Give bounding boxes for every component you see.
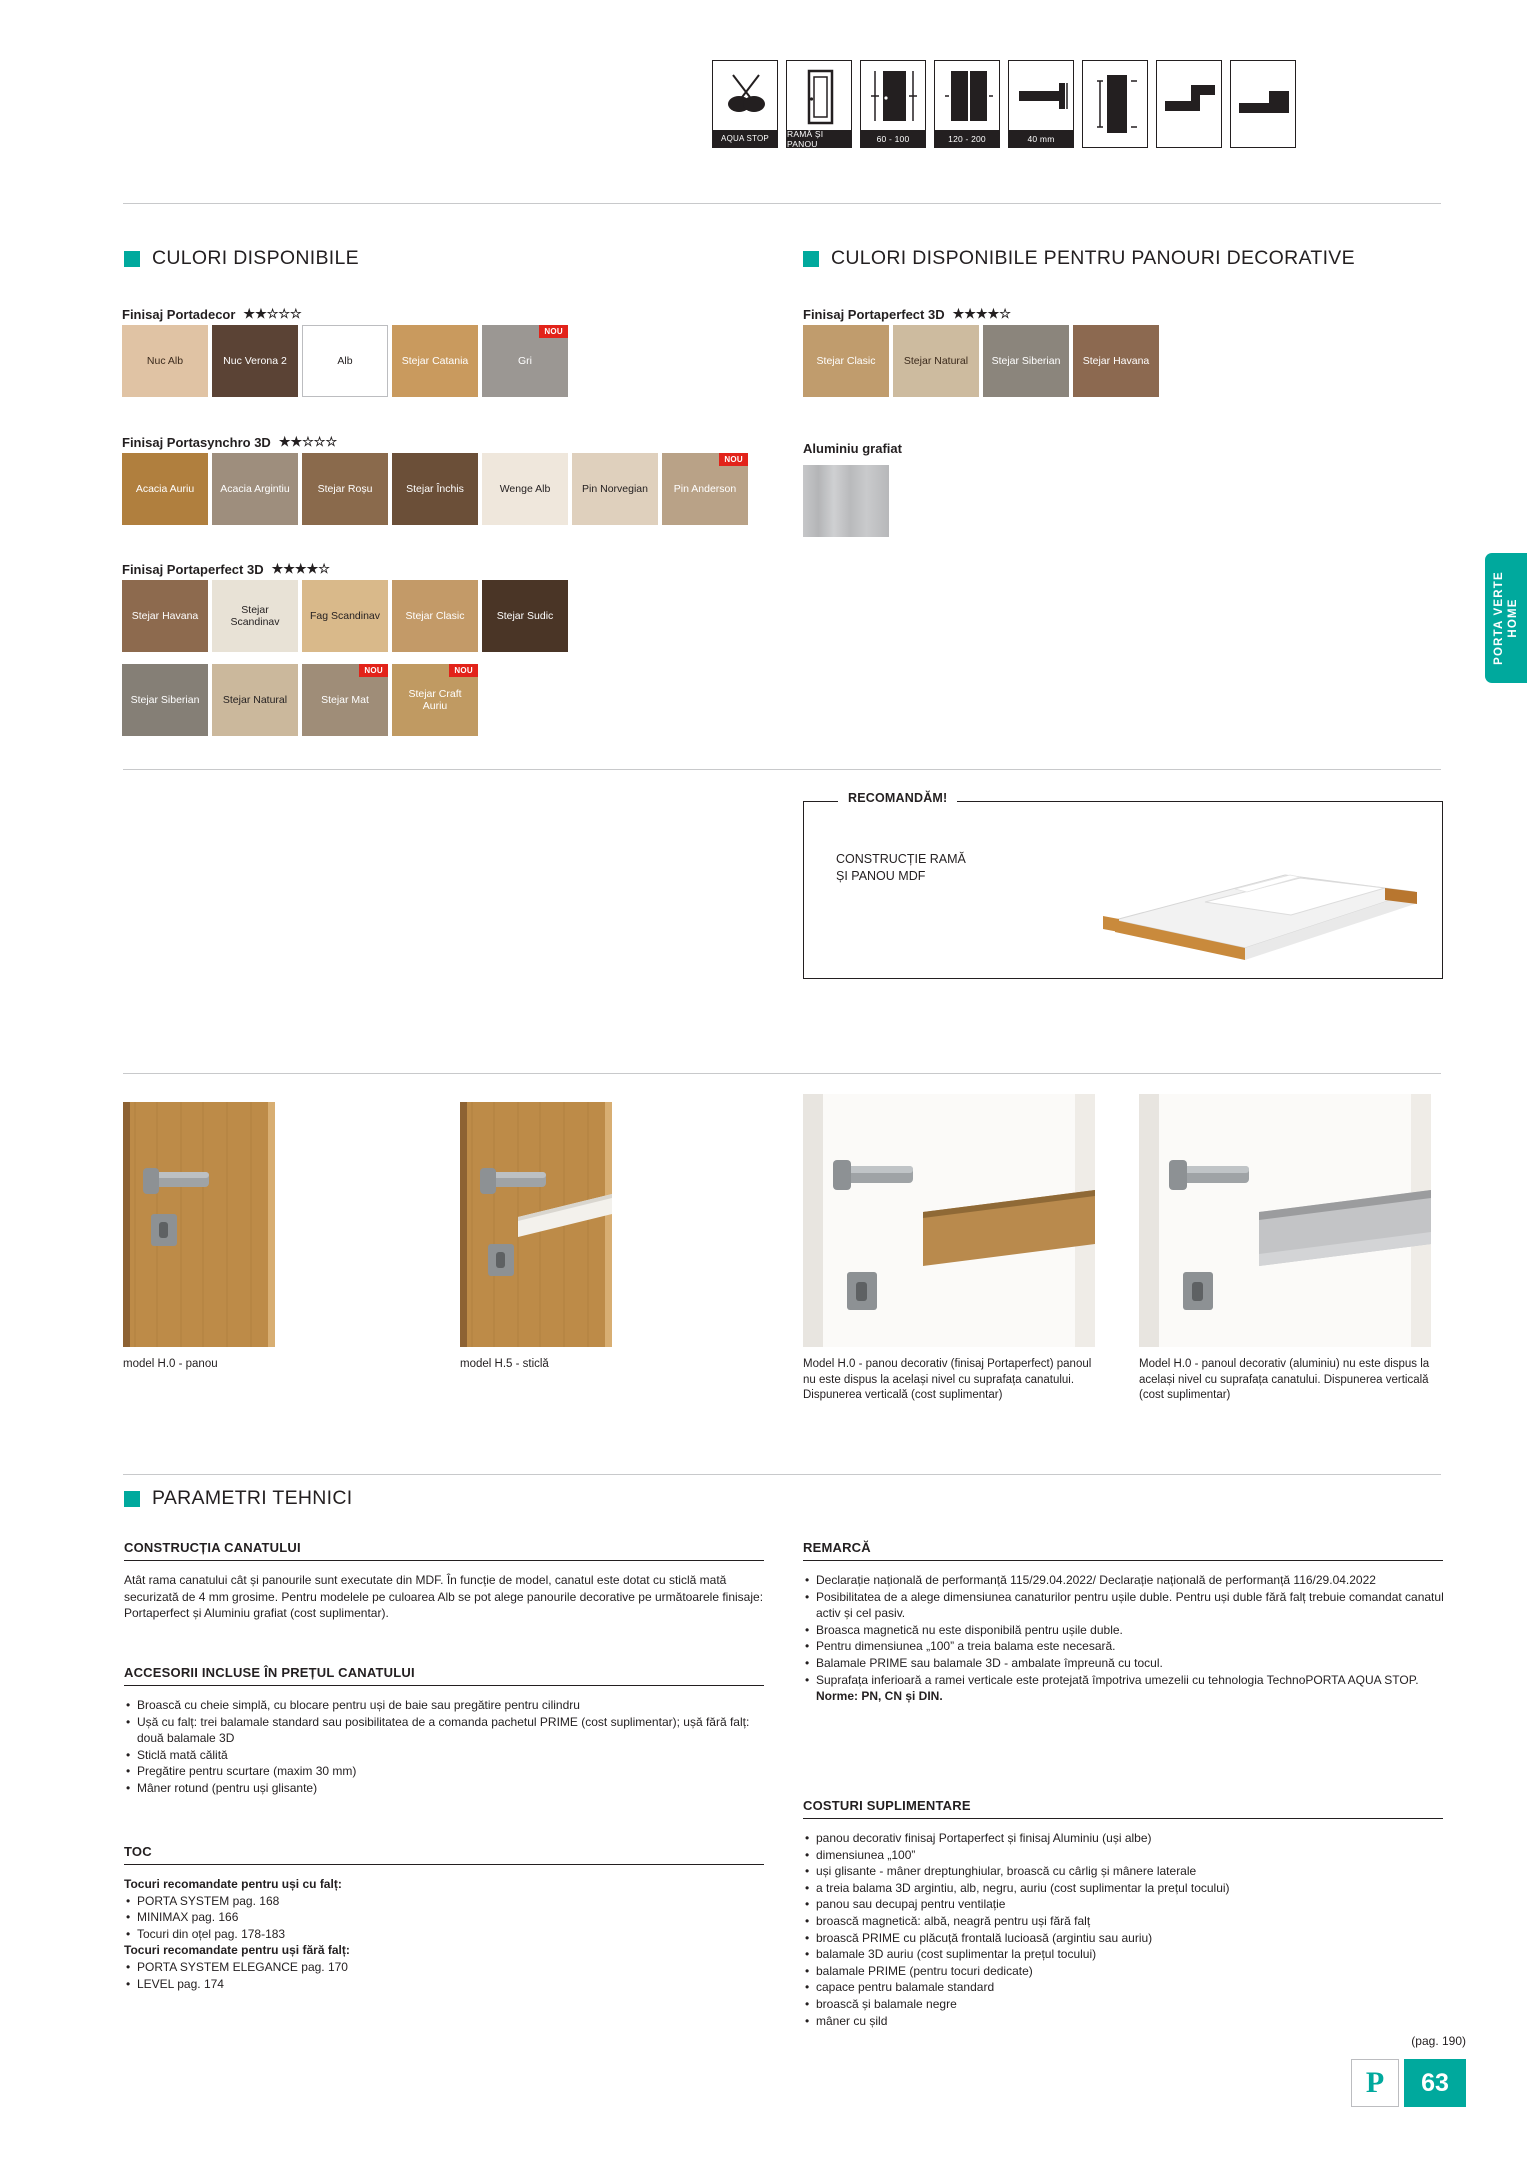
list-item: • Balamale PRIME sau balamale 3D - ambalate împreună cu tocul. (803, 1655, 1448, 1672)
door-double-icon (934, 60, 1000, 148)
mdf-panel-illustration (1085, 820, 1425, 965)
frame-profile-2-icon (1230, 60, 1296, 148)
finish-rating: ★★★★☆ (271, 561, 330, 576)
list-item: • Posibilitatea de a alege dimensiunea canaturilor pentru ușile duble. Pentru uși duble fără falț trebuie comandat canatul activ și cel pasiv. (803, 1589, 1448, 1622)
finish-rating: ★★☆☆☆ (278, 434, 338, 449)
block-title-accesorii: ACCESORII INCLUSE ÎN PREȚUL CANATULUI (124, 1665, 764, 1686)
finish-name: Finisaj Portaperfect 3D (122, 561, 264, 577)
page-number: 63 (1404, 2059, 1466, 2107)
swatch[interactable] (803, 325, 889, 397)
porta-logo: P (1351, 2059, 1399, 2107)
finish-rating: ★★★★☆ (952, 306, 1011, 321)
photo-model-h5-sticla (460, 1102, 612, 1347)
list-item: • broască și balamale negre (803, 1996, 1448, 2013)
block-title-costuri: COSTURI SUPLIMENTARE (803, 1798, 1443, 1819)
list-item: • panou decorativ finisaj Portaperfect și finisaj Aluminiu (uși albe) (803, 1830, 1448, 1847)
swatch-row-portadecor (122, 325, 568, 397)
swatch[interactable] (302, 325, 388, 397)
new-badge: NOU (359, 664, 388, 677)
toc-list-1 (124, 1893, 769, 1943)
swatch[interactable] (572, 453, 658, 525)
section-title: CULORI DISPONIBILE (152, 247, 359, 269)
swatch[interactable] (122, 580, 208, 652)
bullet-square (803, 251, 819, 267)
swatch-label: Nuc Verona 2 (223, 355, 287, 367)
swatch-row-aluminium (803, 465, 889, 537)
swatch-row-portaperfect-2 (122, 664, 478, 736)
block-title-remarca: REMARCĂ (803, 1540, 1443, 1561)
recommend-text (836, 851, 966, 885)
list-item: • Sticlă mată călită (124, 1747, 769, 1764)
finish-label-portaperfect-panels (803, 306, 1011, 322)
page-reference: (pag. 190) (1411, 2034, 1466, 2048)
swatch-label: Stejar Clasic (405, 610, 465, 622)
swatch[interactable] (983, 325, 1069, 397)
list-item: • Ușă cu falț: trei balamale standard sau posibilitatea de a comanda pachetul PRIME (cost suplimentar); ușă fără falț: două balamale 3D (124, 1714, 769, 1747)
photo-caption: model H.0 - panou (123, 1358, 218, 1370)
swatch[interactable] (482, 325, 568, 397)
list-item: • balamale 3D auriu (cost suplimentar la prețul tocului) (803, 1946, 1448, 1963)
list-item: • Declarație națională de performanță 115/29.04.2022/ Declarație națională de performanță 116/29.04.2022 (803, 1572, 1448, 1589)
block-title-constructia: CONSTRUCȚIA CANATULUI (124, 1540, 764, 1561)
divider (123, 1073, 1441, 1074)
list-item: • panou sau decupaj pentru ventilație (803, 1896, 1448, 1913)
swatch[interactable] (392, 325, 478, 397)
costuri-list (803, 1830, 1448, 2029)
thickness-icon (1008, 60, 1074, 148)
swatch-label: Stejar Sudic (496, 610, 554, 622)
finish-name: Finisaj Portadecor (122, 306, 236, 322)
icon-caption: 60 - 100 (861, 130, 925, 147)
list-item: • LEVEL pag. 174 (124, 1976, 769, 1993)
swatch[interactable] (1073, 325, 1159, 397)
toc-subtitle-2: Tocuri recomandate pentru uși fără falț: (124, 1943, 350, 1958)
finish-label-portadecor (122, 306, 302, 322)
swatch-row-portasynchro (122, 453, 748, 525)
finish-label-portaperfect (122, 561, 330, 577)
swatch[interactable] (392, 453, 478, 525)
new-badge: NOU (539, 325, 568, 338)
list-item: • mâner cu șild (803, 2013, 1448, 2030)
swatch-label: Stejar Craft Auriu (408, 688, 462, 712)
photo-model-h0-panou-decorativ (803, 1094, 1095, 1347)
swatch[interactable] (212, 325, 298, 397)
toc-list-2 (124, 1959, 769, 1992)
swatch-label: Stejar Scandinav (230, 604, 280, 628)
section-title: CULORI DISPONIBILE PENTRU PANOURI DECORATIVE (831, 247, 1355, 269)
list-item: • PORTA SYSTEM ELEGANCE pag. 170 (124, 1959, 769, 1976)
swatch-label: Stejar Mat (321, 694, 369, 706)
new-badge: NOU (449, 664, 478, 677)
divider (123, 769, 1441, 770)
swatch-label: Acacia Auriu (135, 483, 195, 495)
swatch-label: Stejar Roșu (317, 483, 373, 495)
section-title: PARAMETRI TEHNICI (152, 1487, 353, 1509)
section-header-culori-panouri (803, 247, 1355, 270)
swatch-label: Stejar Natural (903, 355, 969, 367)
list-item: • capace pentru balamale standard (803, 1979, 1448, 1996)
toc-subtitle-1: Tocuri recomandate pentru uși cu falț: (124, 1877, 342, 1891)
swatch[interactable] (212, 453, 298, 525)
swatch-label: Alb (337, 355, 353, 367)
list-item: • a treia balama 3D argintiu, alb, negru, auriu (cost suplimentar la prețul tocului) (803, 1880, 1448, 1897)
side-tab-label: PORTA VERTE HOME (1493, 571, 1519, 665)
swatch-label: Stejar Catania (401, 355, 469, 367)
swatch[interactable] (212, 580, 298, 652)
aluminium-label: Aluminiu grafiat (803, 441, 902, 456)
new-badge: NOU (719, 453, 748, 466)
swatch-label: Stejar Natural (222, 694, 288, 706)
icon-caption: AQUA STOP (713, 130, 777, 147)
icon-caption: 40 mm (1009, 130, 1073, 147)
section-header-parametri (124, 1487, 352, 1510)
swatch[interactable] (212, 664, 298, 736)
list-item: • uși glisante - mâner dreptunghiular, broască cu cârlig și mânere laterale (803, 1863, 1448, 1880)
door-width-icon (860, 60, 926, 148)
swatch[interactable] (803, 465, 889, 537)
aqua-stop-icon (712, 60, 778, 148)
list-item: • broască magnetică: albă, neagră pentru uși fără falț (803, 1913, 1448, 1930)
list-item: • dimensiunea „100” (803, 1847, 1448, 1864)
constructia-text: Atât rama canatului cât și panourile sunt executate din MDF. În funcție de model, canatul este dotat cu sticlă mată securizată de 4 mm grosime. Pentru modelele pe culoarea Alb se pot alege panourile decorative pe următoarele finisaje: Portaperfect și Aluminiu grafiat (cost suplimentar). (124, 1573, 764, 1621)
swatch[interactable] (122, 664, 208, 736)
remarca-list (803, 1572, 1448, 1705)
swatch-label: Pin Norvegian (582, 483, 648, 495)
door-height-icon (1082, 60, 1148, 148)
list-item: • Pentru dimensiunea „100” a treia balama este necesară. (803, 1638, 1448, 1655)
divider (123, 203, 1441, 204)
frame-profile-icon (1156, 60, 1222, 148)
swatch[interactable] (893, 325, 979, 397)
swatch[interactable] (122, 325, 208, 397)
recommend-rule-left (824, 801, 838, 802)
side-tab-porta-verte-home[interactable] (1485, 553, 1527, 683)
swatch-label: Gri (518, 355, 532, 367)
recommend-text-line1: CONSTRUCȚIE RAMĂ (836, 852, 966, 866)
list-item: • PORTA SYSTEM pag. 168 (124, 1893, 769, 1910)
photo-caption: Model H.0 - panoul decorativ (aluminiu) nu este dispus la același nivel cu suprafața canatului. Dispunerea verticală (cost suplimentar) (1139, 1358, 1430, 1401)
icon-strip (712, 60, 1296, 148)
swatch-label: Stejar Siberian (991, 355, 1061, 367)
swatch-label: Stejar Havana (131, 610, 199, 622)
swatch[interactable] (662, 453, 748, 525)
finish-name: Finisaj Portasynchro 3D (122, 434, 271, 450)
swatch[interactable] (392, 580, 478, 652)
swatch-row-portaperfect-1 (122, 580, 568, 652)
list-item: • Broasca magnetică nu este disponibilă pentru ușile duble. (803, 1622, 1448, 1639)
list-item: • Mâner rotund (pentru uși glisante) (124, 1780, 769, 1797)
list-item: • Broască cu cheie simplă, cu blocare pentru uși de baie sau pregătire pentru cilindru (124, 1697, 769, 1714)
block-title-toc: TOC (124, 1844, 764, 1865)
swatch-label: Fag Scandinav (309, 610, 381, 622)
swatch-row-panels (803, 325, 1159, 397)
swatch-label: Stejar Siberian (130, 694, 200, 706)
norme-text: Norme: PN, CN și DIN. (816, 1689, 943, 1704)
swatch[interactable] (392, 664, 478, 736)
recommend-title: RECOMANDĂM! (838, 791, 957, 805)
swatch-label: Stejar Havana (1082, 355, 1150, 367)
divider (123, 1474, 1441, 1475)
bullet-square (124, 1491, 140, 1507)
finish-label-portasynchro (122, 434, 337, 450)
swatch[interactable] (122, 453, 208, 525)
swatch[interactable] (482, 580, 568, 652)
list-item: • Suprafața inferioară a ramei verticale este protejată împotriva umezelii cu tehnologia TechnoPORTA AQUA STOP. (803, 1672, 1448, 1689)
photo-model-h0-panou (123, 1102, 275, 1347)
photo-model-h0-panou-aluminiu (1139, 1094, 1431, 1347)
rama-panou-icon (786, 60, 852, 148)
recommend-rule-right (1000, 801, 1443, 802)
swatch-label: Wenge Alb (499, 483, 551, 495)
swatch-label: Pin Anderson (673, 483, 737, 495)
list-item: • MINIMAX pag. 166 (124, 1909, 769, 1926)
icon-caption: 120 - 200 (935, 130, 999, 147)
toc-block (124, 1876, 769, 1992)
swatch[interactable] (482, 453, 568, 525)
finish-rating: ★★☆☆☆ (243, 306, 302, 321)
list-item: • balamale PRIME (pentru tocuri dedicate) (803, 1963, 1448, 1980)
finish-name: Finisaj Portaperfect 3D (803, 306, 945, 322)
swatch-label: Nuc Alb (146, 355, 184, 367)
photo-caption: model H.5 - sticlă (460, 1358, 549, 1370)
icon-caption: RAMĂ ȘI PANOU (787, 130, 851, 147)
swatch-label: Acacia Argintiu (220, 483, 290, 495)
list-item: • Tocuri din oțel pag. 178-183 (124, 1926, 769, 1943)
bullet-square (124, 251, 140, 267)
swatch-label: Stejar Clasic (816, 355, 876, 367)
swatch[interactable] (302, 453, 388, 525)
swatch-label: Stejar Închis (406, 483, 464, 495)
swatch[interactable] (302, 580, 388, 652)
list-item: • Pregătire pentru scurtare (maxim 30 mm) (124, 1763, 769, 1780)
section-header-culori (124, 247, 359, 270)
accesorii-list (124, 1697, 769, 1797)
swatch[interactable] (302, 664, 388, 736)
photo-caption: Model H.0 - panou decorativ (finisaj Portaperfect) panoul nu este dispus la același nivel cu suprafața canatului. Dispunerea verticală (cost suplimentar) (803, 1358, 1092, 1401)
recommend-text-line2: ȘI PANOU MDF (836, 869, 926, 883)
list-item: • broască PRIME cu plăcuță frontală lucioasă (argintiu sau auriu) (803, 1930, 1448, 1947)
